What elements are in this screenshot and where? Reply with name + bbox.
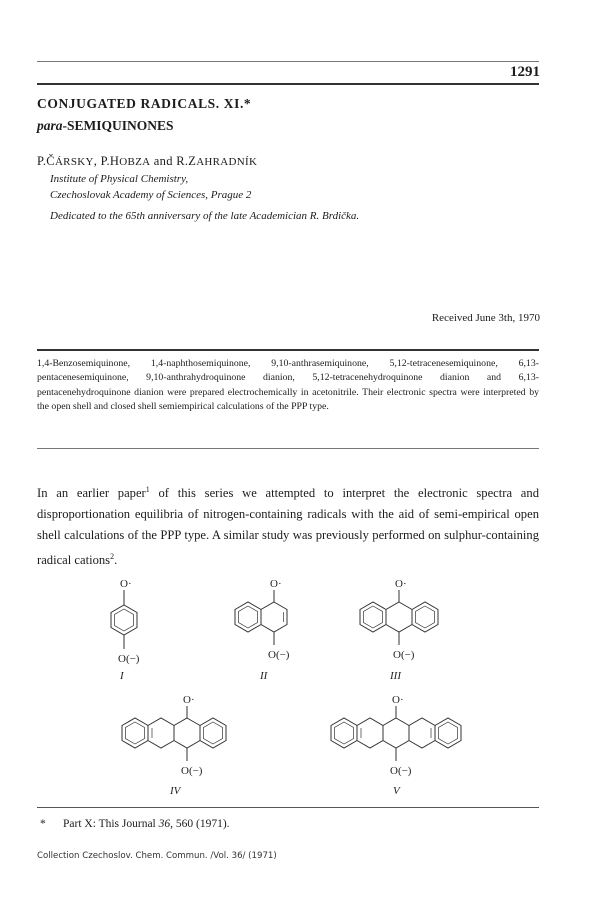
header-rule-top xyxy=(37,61,539,62)
affiliation-line-1: Institute of Physical Chemistry, xyxy=(50,173,189,185)
dedication: Dedicated to the 65th anniversary of the late Academician R. Brdička. xyxy=(50,210,360,222)
svg-text:O·: O· xyxy=(395,578,407,590)
paper-title: CONJUGATED RADICALS. XI.* xyxy=(37,96,252,111)
page-number: 1291 xyxy=(510,64,540,80)
structure-IV xyxy=(122,694,226,797)
svg-text:O(−): O(−) xyxy=(181,765,203,777)
svg-text:O·: O· xyxy=(120,578,132,590)
svg-text:O·: O· xyxy=(270,578,282,590)
svg-text:O(−): O(−) xyxy=(268,649,290,661)
journal-footer: Collection Czechoslov. Chem. Commun. /Vol. 36/ (1971) xyxy=(37,851,277,861)
svg-text:I: I xyxy=(120,670,124,682)
svg-text:O(−): O(−) xyxy=(118,653,140,665)
svg-text:O·: O· xyxy=(183,694,195,706)
abstract-rule-bottom xyxy=(37,448,539,449)
abstract-rule-top xyxy=(37,349,539,351)
svg-text:O·: O· xyxy=(392,694,404,706)
footnote: * Part X: This Journal 36, 560 (1971). xyxy=(40,818,230,830)
structure-II xyxy=(235,578,290,682)
structure-V xyxy=(331,694,461,797)
abstract: 1,4-Benzosemiquinone, 1,4-naphthosemiquinone, 9,10-anthrasemiquinone, 5,12-tetracenesemiquinone, 6,13-pentacenesemiquinone, 9,10-anthrahydroquinone dianion, 5,12-tetracenehydroquinone dianion and 6,13-pentacenehydroquinone dianion were prepared electrochemically in acetonitrile. Their electronic spectra were interpreted by the open shell and closed shell semiempirical calculations of the PPP type. xyxy=(37,358,539,413)
body-paragraph: In an earlier paper$^1$ of this series we attempted to interpret the electronic spectra and disproportionation equilibria of nitrogen-containing radicals with the aid of semi-empirical open shell calculations of the PPP type. A similar study was previously performed on sulphur-containing radical cations$^2$. xyxy=(37,485,539,568)
reference-1: 1 xyxy=(145,485,150,494)
svg-text:II: II xyxy=(260,670,268,682)
structure-I xyxy=(111,578,140,682)
svg-text:III: III xyxy=(390,670,401,682)
structure-III xyxy=(360,578,438,682)
semiquinone-structures xyxy=(0,570,600,805)
footnote-rule xyxy=(37,807,539,808)
header-rule-bottom xyxy=(37,83,539,85)
footnote-mark: * xyxy=(40,818,46,830)
svg-text:O(−): O(−) xyxy=(393,649,415,661)
reference-2: 2 xyxy=(110,552,115,562)
svg-text:IV: IV xyxy=(170,785,181,797)
svg-text:V: V xyxy=(393,785,400,797)
affiliation-line-2: Czechoslovak Academy of Sciences, Prague 2 xyxy=(50,189,252,201)
svg-text:O(−): O(−) xyxy=(390,765,412,777)
received-date: Received June 3th, 1970 xyxy=(431,312,540,324)
paper-subtitle: para-SEMIQUINONES xyxy=(37,118,174,133)
authors: P.ČÁRSKY, P.HOBZA and R.ZAHRADNÍK xyxy=(37,154,258,168)
